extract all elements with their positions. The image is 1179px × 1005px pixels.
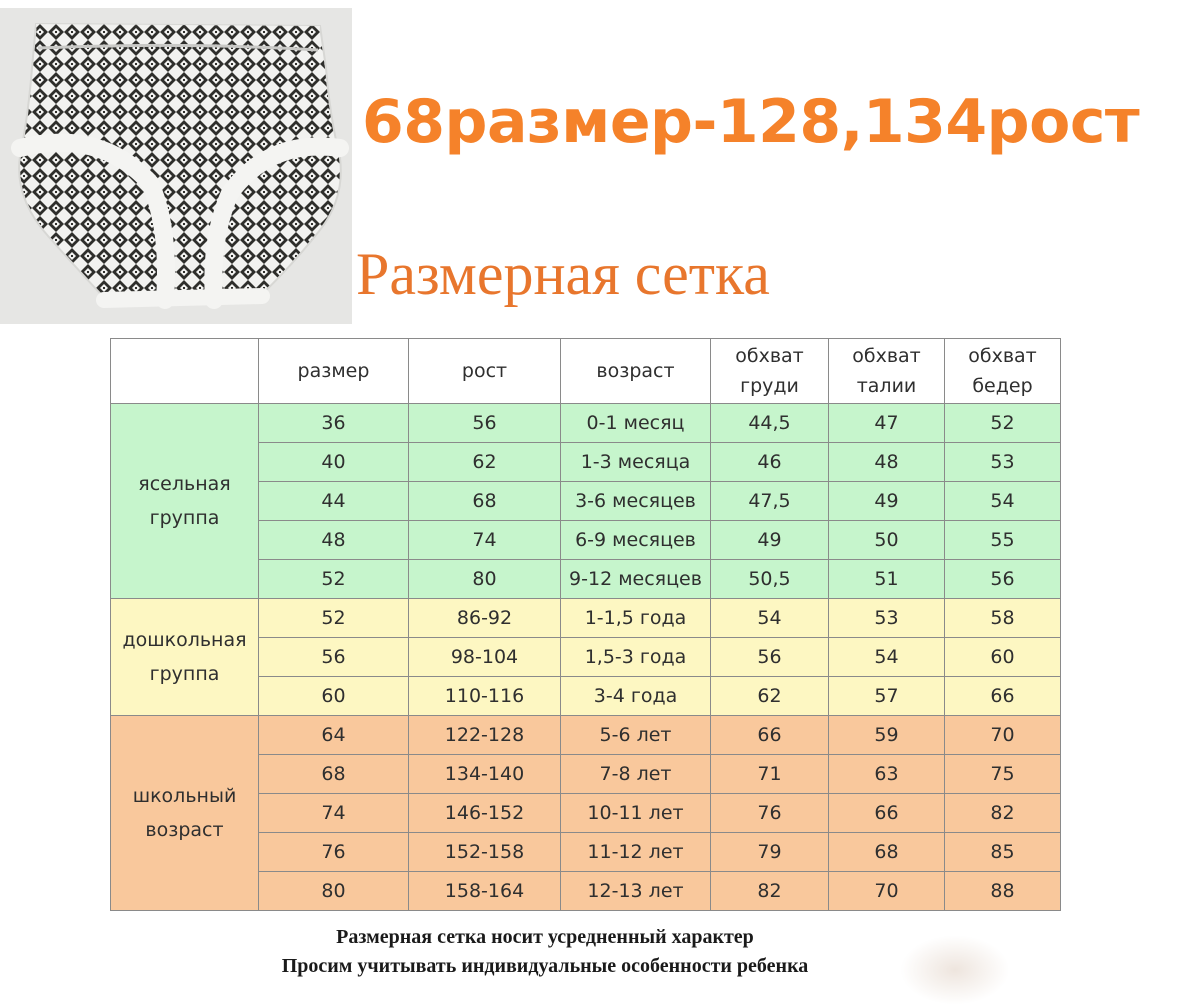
corner-cell: [111, 339, 259, 404]
table-cell: 52: [259, 560, 409, 599]
table-cell: 1-3 месяца: [561, 443, 711, 482]
table-cell: 82: [945, 794, 1061, 833]
table-cell: 47,5: [711, 482, 829, 521]
table-cell: 110-116: [409, 677, 561, 716]
table-cell: 53: [829, 599, 945, 638]
table-cell: 1-1,5 года: [561, 599, 711, 638]
table-cell: 62: [409, 443, 561, 482]
table-cell: 53: [945, 443, 1061, 482]
header-size: размер: [259, 339, 409, 404]
group-label-line: группа: [149, 663, 220, 685]
table-cell: 50,5: [711, 560, 829, 599]
table-cell: 59: [829, 716, 945, 755]
table-row: [111, 716, 1061, 755]
header-waist: [829, 339, 945, 404]
table-cell: 3-4 года: [561, 677, 711, 716]
table-cell: 12-13 лет: [561, 872, 711, 911]
table-cell: 7-8 лет: [561, 755, 711, 794]
table-cell: 158-164: [409, 872, 561, 911]
table-cell: 68: [409, 482, 561, 521]
table-cell: 5-6 лет: [561, 716, 711, 755]
table-cell: 0-1 месяц: [561, 404, 711, 443]
watermark-blur: [900, 935, 1010, 1005]
table-cell: 70: [945, 716, 1061, 755]
table-cell: 60: [259, 677, 409, 716]
group-label: [111, 404, 259, 599]
table-cell: 85: [945, 833, 1061, 872]
table-cell: 6-9 месяцев: [561, 521, 711, 560]
group-label-line: школьный: [132, 785, 237, 807]
table-cell: 48: [259, 521, 409, 560]
table-cell: 58: [945, 599, 1061, 638]
header-chest: [711, 339, 829, 404]
table-cell: 49: [711, 521, 829, 560]
table-cell: 75: [945, 755, 1061, 794]
table-cell: 44: [259, 482, 409, 521]
table-cell: 49: [829, 482, 945, 521]
table-cell: 70: [829, 872, 945, 911]
table-cell: 66: [829, 794, 945, 833]
table-cell: 48: [829, 443, 945, 482]
header-row: [111, 339, 1061, 404]
table-cell: 68: [829, 833, 945, 872]
table-cell: 63: [829, 755, 945, 794]
table-cell: 79: [711, 833, 829, 872]
table-cell: 122-128: [409, 716, 561, 755]
table-cell: 62: [711, 677, 829, 716]
table-cell: 36: [259, 404, 409, 443]
table-cell: 74: [409, 521, 561, 560]
table-cell: 64: [259, 716, 409, 755]
table-cell: 52: [259, 599, 409, 638]
disclaimer-line-2: Просим учитывать индивидуальные особенности ребенка: [281, 955, 809, 977]
table-cell: 50: [829, 521, 945, 560]
header-line: обхват: [852, 345, 921, 367]
table-cell: 152-158: [409, 833, 561, 872]
group-label-line: ясельная: [138, 473, 231, 495]
header-hips: [945, 339, 1061, 404]
table-cell: 98-104: [409, 638, 561, 677]
size-chart-table: [110, 338, 1061, 911]
header-age: возраст: [561, 339, 711, 404]
group-label: [111, 716, 259, 911]
table-cell: 60: [945, 638, 1061, 677]
table-cell: 80: [409, 560, 561, 599]
table-cell: 44,5: [711, 404, 829, 443]
table-row: [111, 599, 1061, 638]
table-cell: 1,5-3 года: [561, 638, 711, 677]
group-label-line: группа: [149, 507, 220, 529]
table-cell: 52: [945, 404, 1061, 443]
table-cell: 56: [945, 560, 1061, 599]
table-cell: 71: [711, 755, 829, 794]
header-height: рост: [409, 339, 561, 404]
table-cell: 76: [259, 833, 409, 872]
table-cell: 82: [711, 872, 829, 911]
table-cell: 56: [711, 638, 829, 677]
table-cell: 88: [945, 872, 1061, 911]
header-line: талии: [856, 375, 917, 397]
table-cell: 80: [259, 872, 409, 911]
table-cell: 66: [711, 716, 829, 755]
disclaimer-line-1: Размерная сетка носит усредненный характер: [336, 926, 754, 948]
table-cell: 56: [259, 638, 409, 677]
table-cell: 11-12 лет: [561, 833, 711, 872]
table-row: [111, 404, 1061, 443]
table-cell: 55: [945, 521, 1061, 560]
table-cell: 40: [259, 443, 409, 482]
size-title: 68размер-128,134рост: [362, 87, 1140, 157]
table-cell: 56: [409, 404, 561, 443]
table-body: [111, 404, 1061, 911]
table-cell: 66: [945, 677, 1061, 716]
table-cell: 47: [829, 404, 945, 443]
size-grid-title: Размерная сетка: [356, 241, 770, 307]
group-label-line: дошкольная: [122, 629, 247, 651]
table-cell: 10-11 лет: [561, 794, 711, 833]
table-cell: 9-12 месяцев: [561, 560, 711, 599]
group-label-line: возраст: [145, 819, 224, 841]
table-cell: 46: [711, 443, 829, 482]
product-photo: [0, 8, 352, 324]
table-cell: 146-152: [409, 794, 561, 833]
table-cell: 57: [829, 677, 945, 716]
table-header: [111, 339, 1061, 404]
table-cell: 68: [259, 755, 409, 794]
table-cell: 86-92: [409, 599, 561, 638]
table-cell: 134-140: [409, 755, 561, 794]
table-cell: 51: [829, 560, 945, 599]
header-line: бедер: [972, 375, 1033, 397]
briefs-photo-icon: [0, 8, 352, 324]
table-cell: 54: [945, 482, 1061, 521]
table-cell: 54: [829, 638, 945, 677]
table-cell: 54: [711, 599, 829, 638]
group-label: [111, 599, 259, 716]
table-cell: 3-6 месяцев: [561, 482, 711, 521]
table-cell: 74: [259, 794, 409, 833]
header-line: груди: [740, 375, 799, 397]
header-line: обхват: [735, 345, 804, 367]
table-cell: 76: [711, 794, 829, 833]
header-line: обхват: [968, 345, 1037, 367]
